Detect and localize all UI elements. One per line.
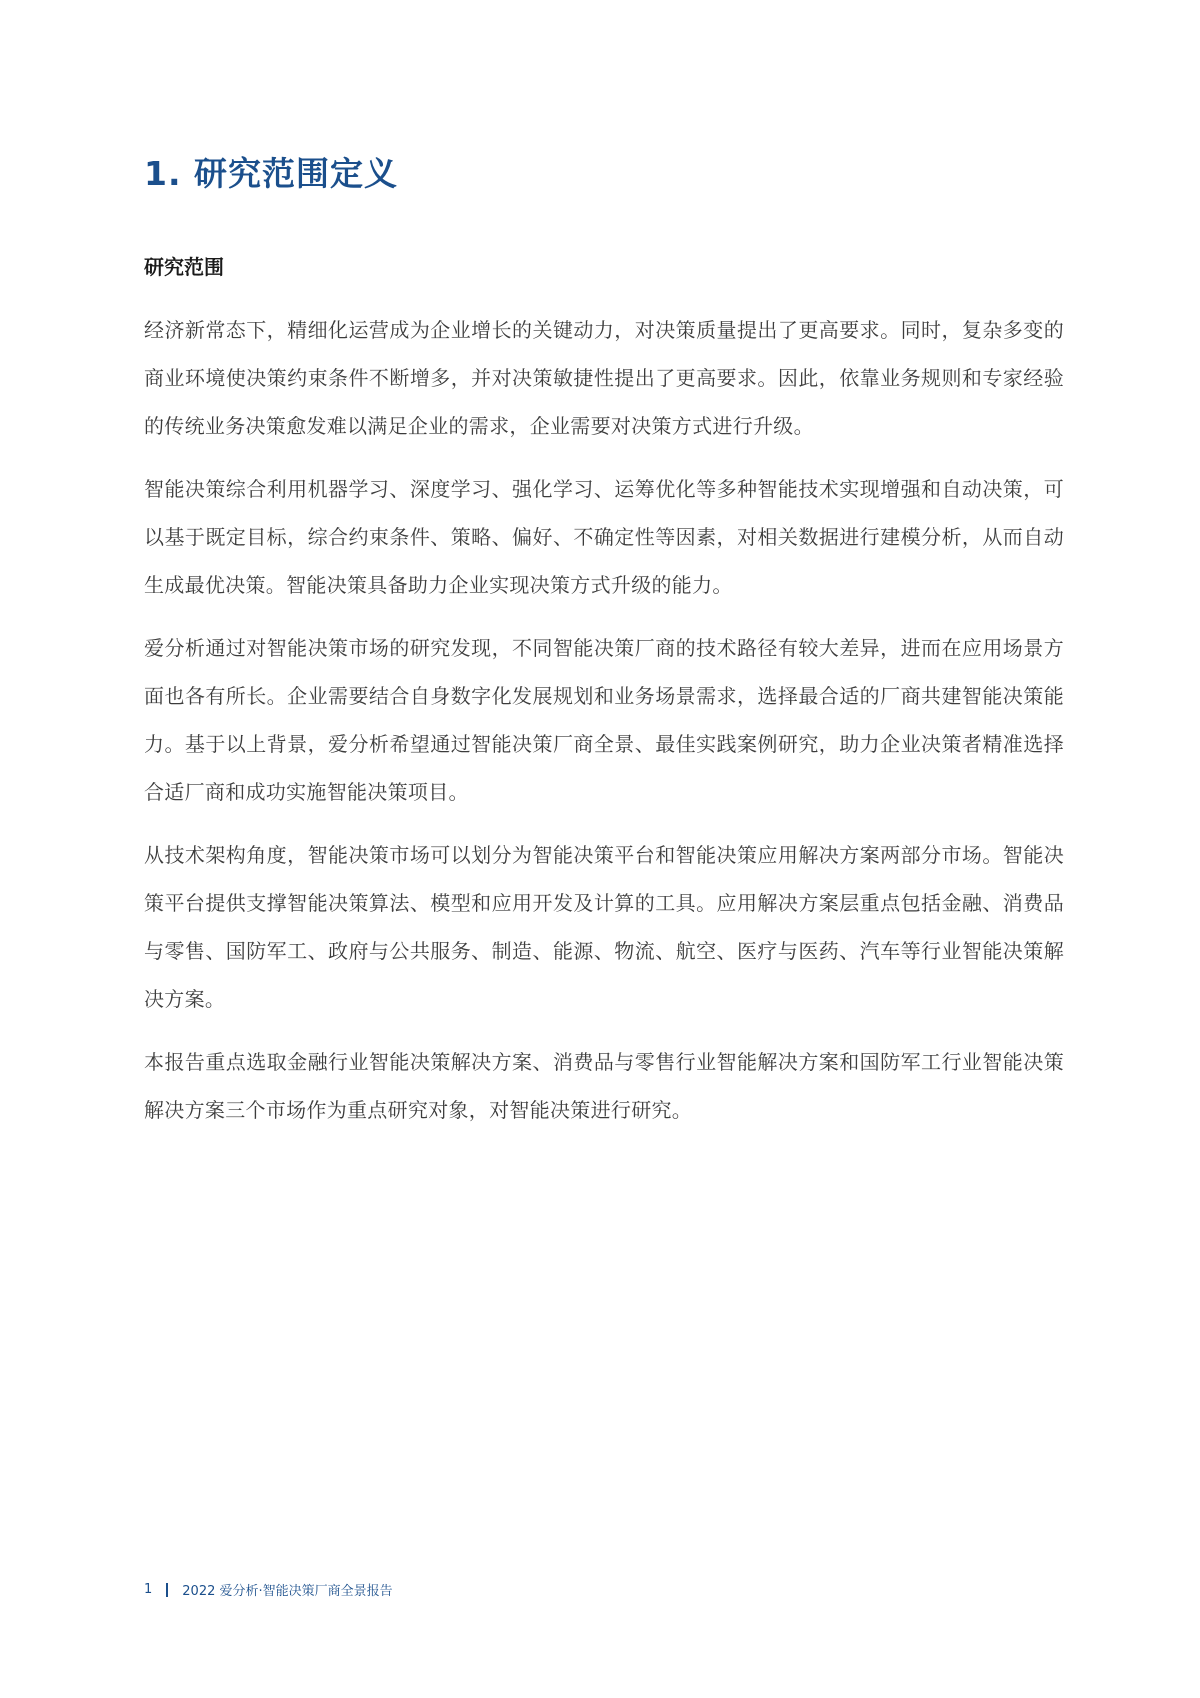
paragraph-2: 智能决策综合利用机器学习、深度学习、强化学习、运筹优化等多种智能技术实现增强和自动决策，可以基于既定目标，综合约束条件、策略、偏好、不确定性等因素，对相关数据进行建模分析，从而自动生成最优决策。智能决策具备助力企业实现决策方式升级的能力。 bbox=[144, 477, 1064, 597]
paragraph-3: 爱分析通过对智能决策市场的研究发现，不同智能决策厂商的技术路径有较大差异，进而在应用场景方面也各有所长。企业需要结合自身数字化发展规划和业务场景需求，选择最合适的厂商共建智能决策能力。基于以上背景，爱分析希望通过智能决策厂商全景、最佳实践案例研究，助力企业决策者精准选择合适厂商和成功实施智能决策项目。 bbox=[144, 636, 1064, 804]
page-footer bbox=[144, 1580, 393, 1599]
body-text bbox=[144, 306, 1064, 1149]
footer-report-title: 2022 爱分析·智能决策厂商全景报告 bbox=[182, 1584, 393, 1599]
paragraph-5: 本报告重点选取金融行业智能决策解决方案、消费品与零售行业智能解决方案和国防军工行业智能决策解决方案三个市场作为重点研究对象，对智能决策进行研究。 bbox=[144, 1050, 1064, 1122]
page-number: 1 bbox=[144, 1582, 153, 1597]
subheading: 研究范围 bbox=[144, 255, 224, 279]
footer-divider bbox=[166, 1583, 168, 1597]
section-title: 1. 研究范围定义 bbox=[144, 154, 398, 193]
paragraph-1: 经济新常态下，精细化运营成为企业增长的关键动力，对决策质量提出了更高要求。同时，复杂多变的商业环境使决策约束条件不断增多，并对决策敏捷性提出了更高要求。因此，依靠业务规则和专家经验的传统业务决策愈发难以满足企业的需求，企业需要对决策方式进行升级。 bbox=[144, 318, 1064, 438]
paragraph-4: 从技术架构角度，智能决策市场可以划分为智能决策平台和智能决策应用解决方案两部分市场。智能决策平台提供支撑智能决策算法、模型和应用开发及计算的工具。应用解决方案层重点包括金融、消费品与零售、国防军工、政府与公共服务、制造、能源、物流、航空、医疗与医药、汽车等行业智能决策解决方案。 bbox=[144, 843, 1064, 1011]
